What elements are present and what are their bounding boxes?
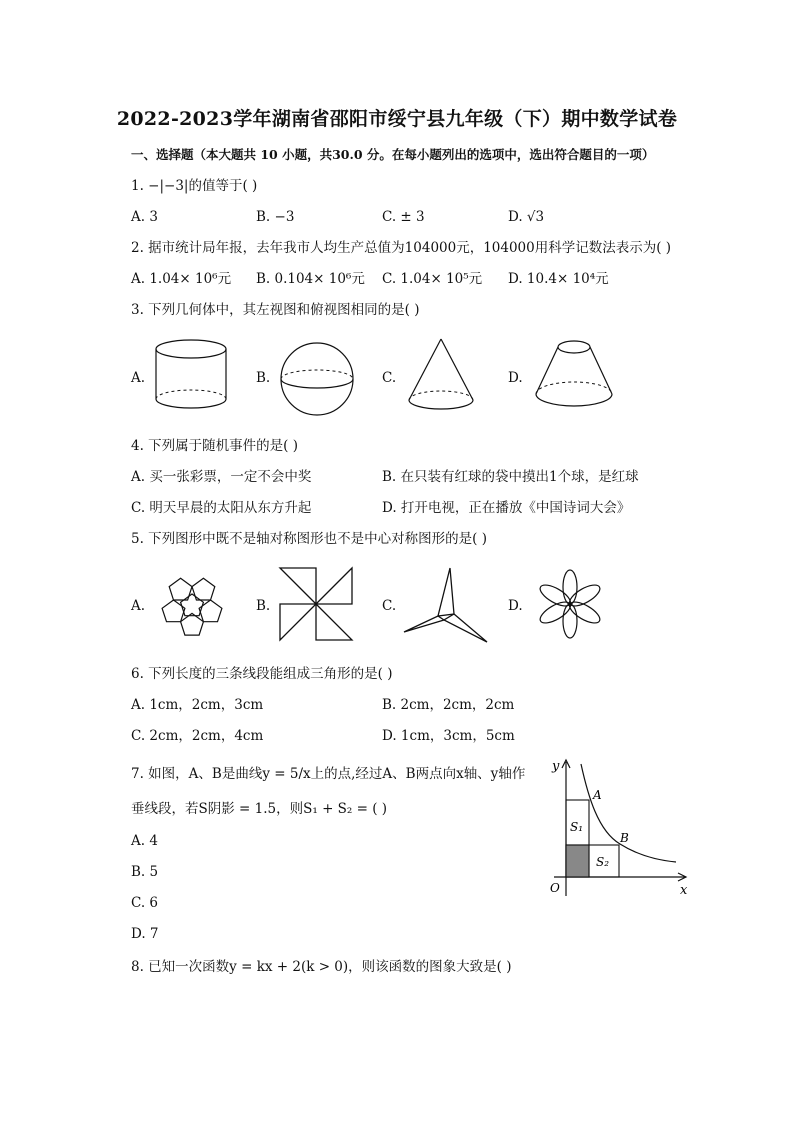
- three-blade-figure: [402, 566, 492, 650]
- q6-option-c: C. 2cm，2cm，4cm: [131, 728, 264, 744]
- q1-option-d: D. √3: [508, 209, 545, 225]
- q1-stem: 1. −|−3|的值等于( ): [131, 178, 258, 194]
- fig-y-label: y: [552, 759, 560, 774]
- q7-option-a: A. 4: [131, 833, 158, 849]
- q2-stem: 2. 据市统计局年报，去年我市人均生产总值为104000元，104000用科学记数法表示为( ): [131, 240, 672, 256]
- q4-option-b: B. 在只装有红球的袋中摸出1个球，是红球: [382, 469, 639, 485]
- fig-point-a-label: A: [593, 788, 602, 802]
- q6-option-b: B. 2cm，2cm，2cm: [382, 697, 515, 713]
- q2-option-a: A. 1.04× 10⁶元: [131, 271, 232, 287]
- fig-x-label: x: [680, 883, 688, 898]
- q7-stem-line2: 垂线段，若S阴影 = 1.5，则S₁ + S₂ = ( ): [131, 801, 388, 817]
- petal-shape: [537, 598, 573, 627]
- q3-option-c: C.: [382, 370, 397, 386]
- petal-shape: [567, 598, 603, 627]
- q3-option-a: A.: [131, 370, 146, 386]
- pentagon-shape: [192, 578, 215, 600]
- q7-option-c: C. 6: [131, 895, 159, 911]
- q2-option-d: D. 10.4× 10⁴元: [508, 271, 609, 287]
- pentagon-shape: [181, 613, 204, 635]
- pentagon-shape: [169, 578, 192, 600]
- section-heading: 一、选择题（本大题共 10 小题，共30.0 分。在每小题列出的选项中，选出符合题目的一项）: [131, 147, 655, 162]
- q4-stem: 4. 下列属于随机事件的是( ): [131, 438, 298, 454]
- q1-option-b: B. −3: [256, 209, 295, 225]
- petal-shape: [567, 581, 603, 610]
- fig-s1-label: S₁: [570, 820, 584, 834]
- q5-stem: 5. 下列图形中既不是轴对称图形也不是中心对称图形的是( ): [131, 531, 487, 547]
- q2-option-c: C. 1.04× 10⁵元: [382, 271, 483, 287]
- q3-option-d: D.: [508, 370, 523, 386]
- q3-stem: 3. 下列几何体中，其左视图和俯视图相同的是( ): [131, 302, 420, 318]
- q7-option-d: D. 7: [131, 926, 159, 942]
- q5-option-b: B.: [256, 598, 271, 614]
- q5-option-d: D.: [508, 598, 523, 614]
- q7-option-b: B. 5: [131, 864, 159, 880]
- pentagon-flower-figure: [150, 566, 234, 650]
- q8-stem: 8. 已知一次函数y = kx + 2(k > 0)，则该函数的图象大致是( ): [131, 959, 512, 975]
- q7-stem-line1: 7. 如图，A、B是曲线y = 5/x上的点,经过A、B两点向x轴、y轴作: [131, 766, 526, 782]
- q4-option-a: A. 买一张彩票，一定不会中奖: [131, 469, 312, 485]
- q6-option-a: A. 1cm，2cm，3cm: [131, 697, 264, 713]
- q3-option-b: B.: [256, 370, 271, 386]
- q6-option-d: D. 1cm，3cm，5cm: [382, 728, 515, 744]
- q1-option-a: A. 3: [131, 209, 158, 225]
- q5-option-c: C.: [382, 598, 397, 614]
- q6-stem: 6. 下列长度的三条线段能组成三角形的是( ): [131, 666, 393, 682]
- frustum-figure: [532, 338, 616, 422]
- q5-option-a: A.: [131, 598, 146, 614]
- cylinder-figure: [150, 335, 232, 421]
- pinwheel-figure: [278, 566, 354, 646]
- page-title: 2022-2023学年湖南省邵阳市绥宁县九年级（下）期中数学试卷: [116, 108, 678, 130]
- q1-option-c: C. ± 3: [382, 209, 425, 225]
- petal-shape: [537, 581, 573, 610]
- fig-s2-label: S₂: [596, 855, 610, 869]
- fig-origin-label: O: [550, 881, 560, 895]
- fig-point-b-label: B: [620, 831, 629, 845]
- q2-option-b: B. 0.104× 10⁶元: [256, 271, 365, 287]
- q4-option-c: C. 明天早晨的太阳从东方升起: [131, 500, 312, 516]
- flower-figure: [532, 566, 608, 646]
- cone-figure: [406, 336, 476, 420]
- sphere-figure: [278, 340, 356, 422]
- hyperbola-figure: [536, 756, 692, 910]
- q4-option-d: D. 打开电视，正在播放《中国诗词大会》: [382, 500, 631, 516]
